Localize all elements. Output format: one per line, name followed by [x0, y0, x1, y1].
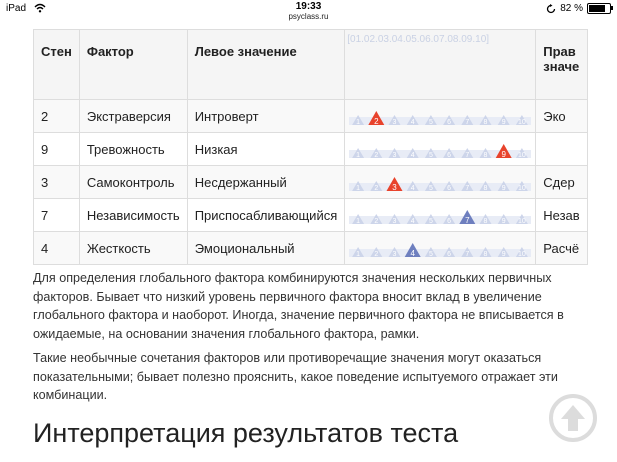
sten-scale [347, 104, 533, 126]
sten-scale [347, 137, 533, 159]
cell-right-value: Эко [536, 100, 587, 133]
scale-tick-label: 9 [501, 184, 506, 192]
lock-rotation-icon [546, 4, 556, 14]
scale-tick-label: 4 [410, 151, 415, 159]
header-right-line1: Прав [543, 44, 576, 59]
scale-tick-label: 2 [374, 217, 379, 225]
scale-tick-label: 6 [447, 118, 452, 126]
cell-left-value: Интроверт [187, 100, 345, 133]
scale-header-text: [01.02.03.04.05.06.07.08.09.10] [347, 34, 490, 45]
scale-tick-label: 8 [483, 250, 488, 258]
cell-sten: 3 [34, 166, 80, 199]
table-row [34, 166, 588, 199]
scale-tick-label: 4 [410, 217, 415, 225]
scale-tick-label: 9 [501, 118, 506, 126]
section-heading: Интерпретация результатов теста [33, 418, 459, 448]
header-sten: Стен [34, 30, 80, 100]
arrow-up-circle-icon[interactable] [548, 393, 598, 443]
scale-tick-label: 8 [483, 118, 488, 126]
scale-tick-label: 2 [374, 116, 379, 126]
cell-right-value: Расчё [536, 232, 587, 265]
cell-left-value: Приспосабливающийся [187, 199, 345, 232]
scale-tick-label: 9 [501, 149, 507, 159]
scale-tick-label: 3 [392, 217, 397, 225]
cell-factor: Жесткость [79, 232, 187, 265]
clock: 19:33 [295, 1, 322, 12]
table-row [34, 232, 588, 265]
scale-tick-label: 2 [374, 184, 379, 192]
cell-sten: 7 [34, 199, 80, 232]
cell-scale [345, 199, 536, 232]
scale-tick-label: 5 [429, 217, 434, 225]
scale-tick-label: 7 [465, 250, 470, 258]
url-host[interactable]: psyclass.ru [288, 12, 329, 21]
cell-factor: Независимость [79, 199, 187, 232]
scale-tick-label: 10 [518, 250, 527, 258]
scale-tick-label: 9 [501, 250, 506, 258]
scale-tick-label: 5 [429, 250, 434, 258]
cell-scale [345, 166, 536, 199]
scale-tick-label: 3 [392, 151, 397, 159]
scale-tick-label: 10 [518, 118, 527, 126]
scale-tick-label: 6 [447, 184, 452, 192]
scale-tick-label: 8 [483, 184, 488, 192]
cell-factor: Самоконтроль [79, 166, 187, 199]
cell-scale [345, 100, 536, 133]
status-right [546, 3, 611, 14]
cell-scale [345, 133, 536, 166]
results-table-container[interactable] [33, 29, 580, 258]
header-left-value: Левое значение [187, 30, 345, 100]
scale-tick-label: 3 [392, 118, 397, 126]
scale-tick-label: 3 [392, 182, 397, 192]
scale-tick-label: 7 [465, 118, 470, 126]
cell-right-value [536, 133, 587, 166]
cell-left-value: Эмоциональный [187, 232, 345, 265]
scale-tick-label: 1 [356, 151, 361, 159]
cell-right-value: Незав [536, 199, 587, 232]
scale-tick-label: 1 [356, 217, 361, 225]
header-factor: Фактор [79, 30, 187, 100]
scale-tick-label: 8 [483, 217, 488, 225]
scale-tick-label: 4 [410, 118, 415, 126]
scale-tick-label: 9 [501, 217, 506, 225]
scale-tick-label: 10 [518, 184, 527, 192]
table-row [34, 133, 588, 166]
cell-sten: 4 [34, 232, 80, 265]
cell-left-value: Несдержанный [187, 166, 345, 199]
sten-scale [347, 236, 533, 258]
scale-tick-label: 6 [447, 217, 452, 225]
header-scale [345, 30, 536, 100]
cell-factor: Тревожность [79, 133, 187, 166]
scale-tick-label: 1 [356, 250, 361, 258]
scale-tick-label: 10 [518, 151, 527, 159]
results-table [33, 29, 588, 265]
header-right-value [536, 30, 587, 100]
scale-tick-label: 2 [374, 151, 379, 159]
scale-tick-label: 5 [429, 184, 434, 192]
scale-tick-label: 5 [429, 151, 434, 159]
paragraph-unusual-combinations: Такие необычные сочетания факторов или противоречащие значения могут оказаться показательными; бывает полезно прояснить, какое поведение испытуемого отражает эти комбинации. [33, 351, 558, 402]
scale-tick-label: 1 [356, 184, 361, 192]
cell-right-value: Сдер [536, 166, 587, 199]
scale-tick-label: 1 [356, 118, 361, 126]
cell-sten: 2 [34, 100, 80, 133]
sten-scale [347, 170, 533, 192]
scale-tick-label: 7 [465, 184, 470, 192]
scale-tick-label: 6 [447, 151, 452, 159]
cell-scale [345, 232, 536, 265]
device-name: iPad [6, 3, 27, 14]
cell-left-value: Низкая [187, 133, 345, 166]
scale-tick-label: 7 [465, 215, 470, 225]
scale-tick-label: 5 [429, 118, 434, 126]
scale-tick-label: 10 [518, 217, 527, 225]
scale-tick-label: 3 [392, 250, 397, 258]
scale-tick-label: 7 [465, 151, 470, 159]
table-row [34, 100, 588, 133]
scale-tick-label: 6 [447, 250, 452, 258]
sten-scale [347, 203, 533, 225]
paragraph-global-factor: Для определения глобального фактора комбинируются значения нескольких первичных факторов. Бывает что низкий уровень первичного фактора вносит вклад в увеличение глобального фактора и наоборот. Иногда, значение первичного фактора не вписывается в ожидаемые, на основании значения глобального фактора, рамки. [33, 271, 564, 341]
scale-tick-label: 4 [410, 248, 416, 258]
battery-percent: 82 % [560, 3, 583, 14]
table-row [34, 199, 588, 232]
cell-factor: Экстраверсия [79, 100, 187, 133]
header-right-line2: значе [543, 59, 580, 74]
scale-tick-label: 8 [483, 151, 488, 159]
cell-sten: 9 [34, 133, 80, 166]
battery-icon [587, 3, 611, 14]
status-bar [0, 0, 617, 22]
scale-tick-label: 2 [374, 250, 379, 258]
scale-tick-label: 4 [410, 184, 415, 192]
